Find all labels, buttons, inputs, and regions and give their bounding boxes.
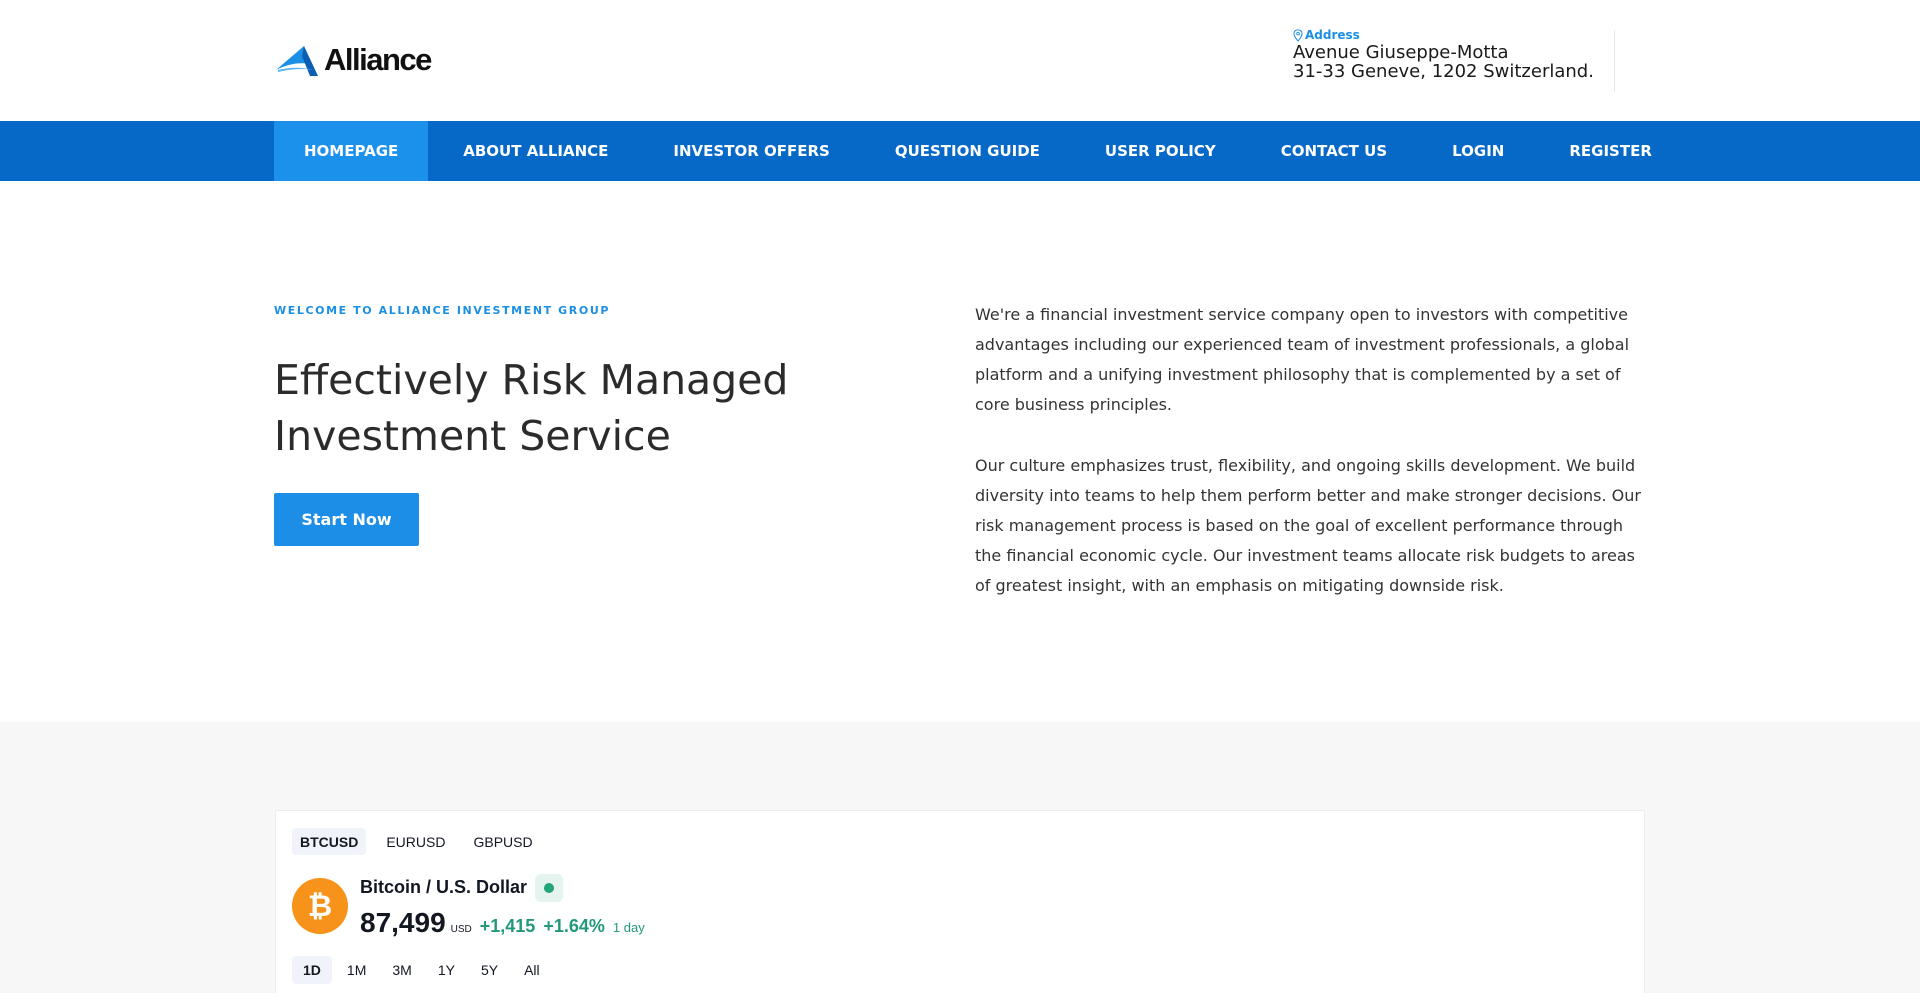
- nav-item-homepage[interactable]: HOMEPAGE: [274, 121, 428, 181]
- pair-name: Bitcoin / U.S. Dollar: [360, 877, 528, 897]
- nav-item-contact-us[interactable]: CONTACT US: [1280, 142, 1388, 160]
- main-nav: [0, 121, 1920, 181]
- nav-item-investor-offers[interactable]: INVESTOR OFFERS: [673, 142, 830, 160]
- symbol-tab-btcusd[interactable]: BTCUSD: [292, 828, 366, 855]
- alliance-logo-icon: [274, 40, 326, 80]
- price-currency: USD: [450, 924, 472, 935]
- range-tab-1d[interactable]: 1D: [292, 956, 332, 984]
- nav-item-user-policy[interactable]: USER POLICY: [1104, 142, 1216, 160]
- main-nav-items: [274, 121, 1682, 181]
- range-tab-1m[interactable]: 1M: [346, 962, 367, 978]
- address-line-1: Avenue Giuseppe-Motta: [1293, 42, 1509, 63]
- address-block: [1293, 27, 1594, 81]
- hero-eyebrow: WELCOME TO ALLIANCE INVESTMENT GROUP: [274, 304, 611, 317]
- nav-item-about-alliance[interactable]: ABOUT ALLIANCE: [463, 142, 609, 160]
- site-header: [0, 0, 1920, 121]
- address-label: [1293, 27, 1594, 43]
- change-period: 1 day: [612, 920, 645, 935]
- market-open-badge: [535, 874, 563, 902]
- symbol-tabs: [292, 828, 553, 855]
- current-price: 87,499: [360, 907, 446, 938]
- address-label-text: Address: [1305, 28, 1360, 42]
- range-tab-all[interactable]: All: [524, 962, 540, 978]
- map-pin-icon: [1293, 29, 1303, 42]
- brand-logo[interactable]: [274, 40, 431, 80]
- range-tab-5y[interactable]: 5Y: [480, 962, 499, 978]
- header-divider: [1614, 30, 1615, 92]
- culture-paragraph: Our culture emphasizes trust, flexibility, and ongoing skills development. We build diversity into teams to help them perform better and make stronger decisions. Our risk management process is based on the goal of excellent performance through the financial economic cycle. Our investment teams allocate risk budgets to areas of greatest insight, with an emphasis on mitigating downside risk.: [975, 456, 1641, 595]
- price-row: [360, 907, 645, 939]
- start-now-button[interactable]: Start Now: [274, 493, 419, 546]
- range-tab-1y[interactable]: 1Y: [437, 962, 455, 978]
- range-tab-3m[interactable]: 3M: [392, 962, 412, 978]
- range-tabs: [292, 956, 555, 984]
- nav-item-login[interactable]: LOGIN: [1452, 142, 1505, 160]
- hero-title: Effectively Risk Managed Investment Service: [274, 356, 789, 460]
- nav-item-question-guide[interactable]: QUESTION GUIDE: [894, 142, 1040, 160]
- symbol-tab-gbpusd[interactable]: GBPUSD: [473, 833, 533, 850]
- brand-name: Alliance: [324, 42, 431, 77]
- price-change: +1,415: [479, 916, 536, 936]
- price-change-percent: +1.64%: [543, 916, 605, 936]
- live-status-dot-icon: [544, 883, 554, 893]
- nav-item-register[interactable]: REGISTER: [1569, 142, 1652, 160]
- bitcoin-icon: ₿: [292, 878, 348, 934]
- intro-paragraph: We're a financial investment service company open to investors with competitive advantages including our experienced team of investment professionals, a global platform and a unifying investment philosophy that is complemented by a set of core business principles.: [975, 305, 1630, 414]
- symbol-tab-eurusd[interactable]: EURUSD: [386, 833, 446, 850]
- price-ticker-widget: [275, 810, 1645, 993]
- address-line-2: 31-33 Geneve, 1202 Switzerland.: [1293, 61, 1594, 82]
